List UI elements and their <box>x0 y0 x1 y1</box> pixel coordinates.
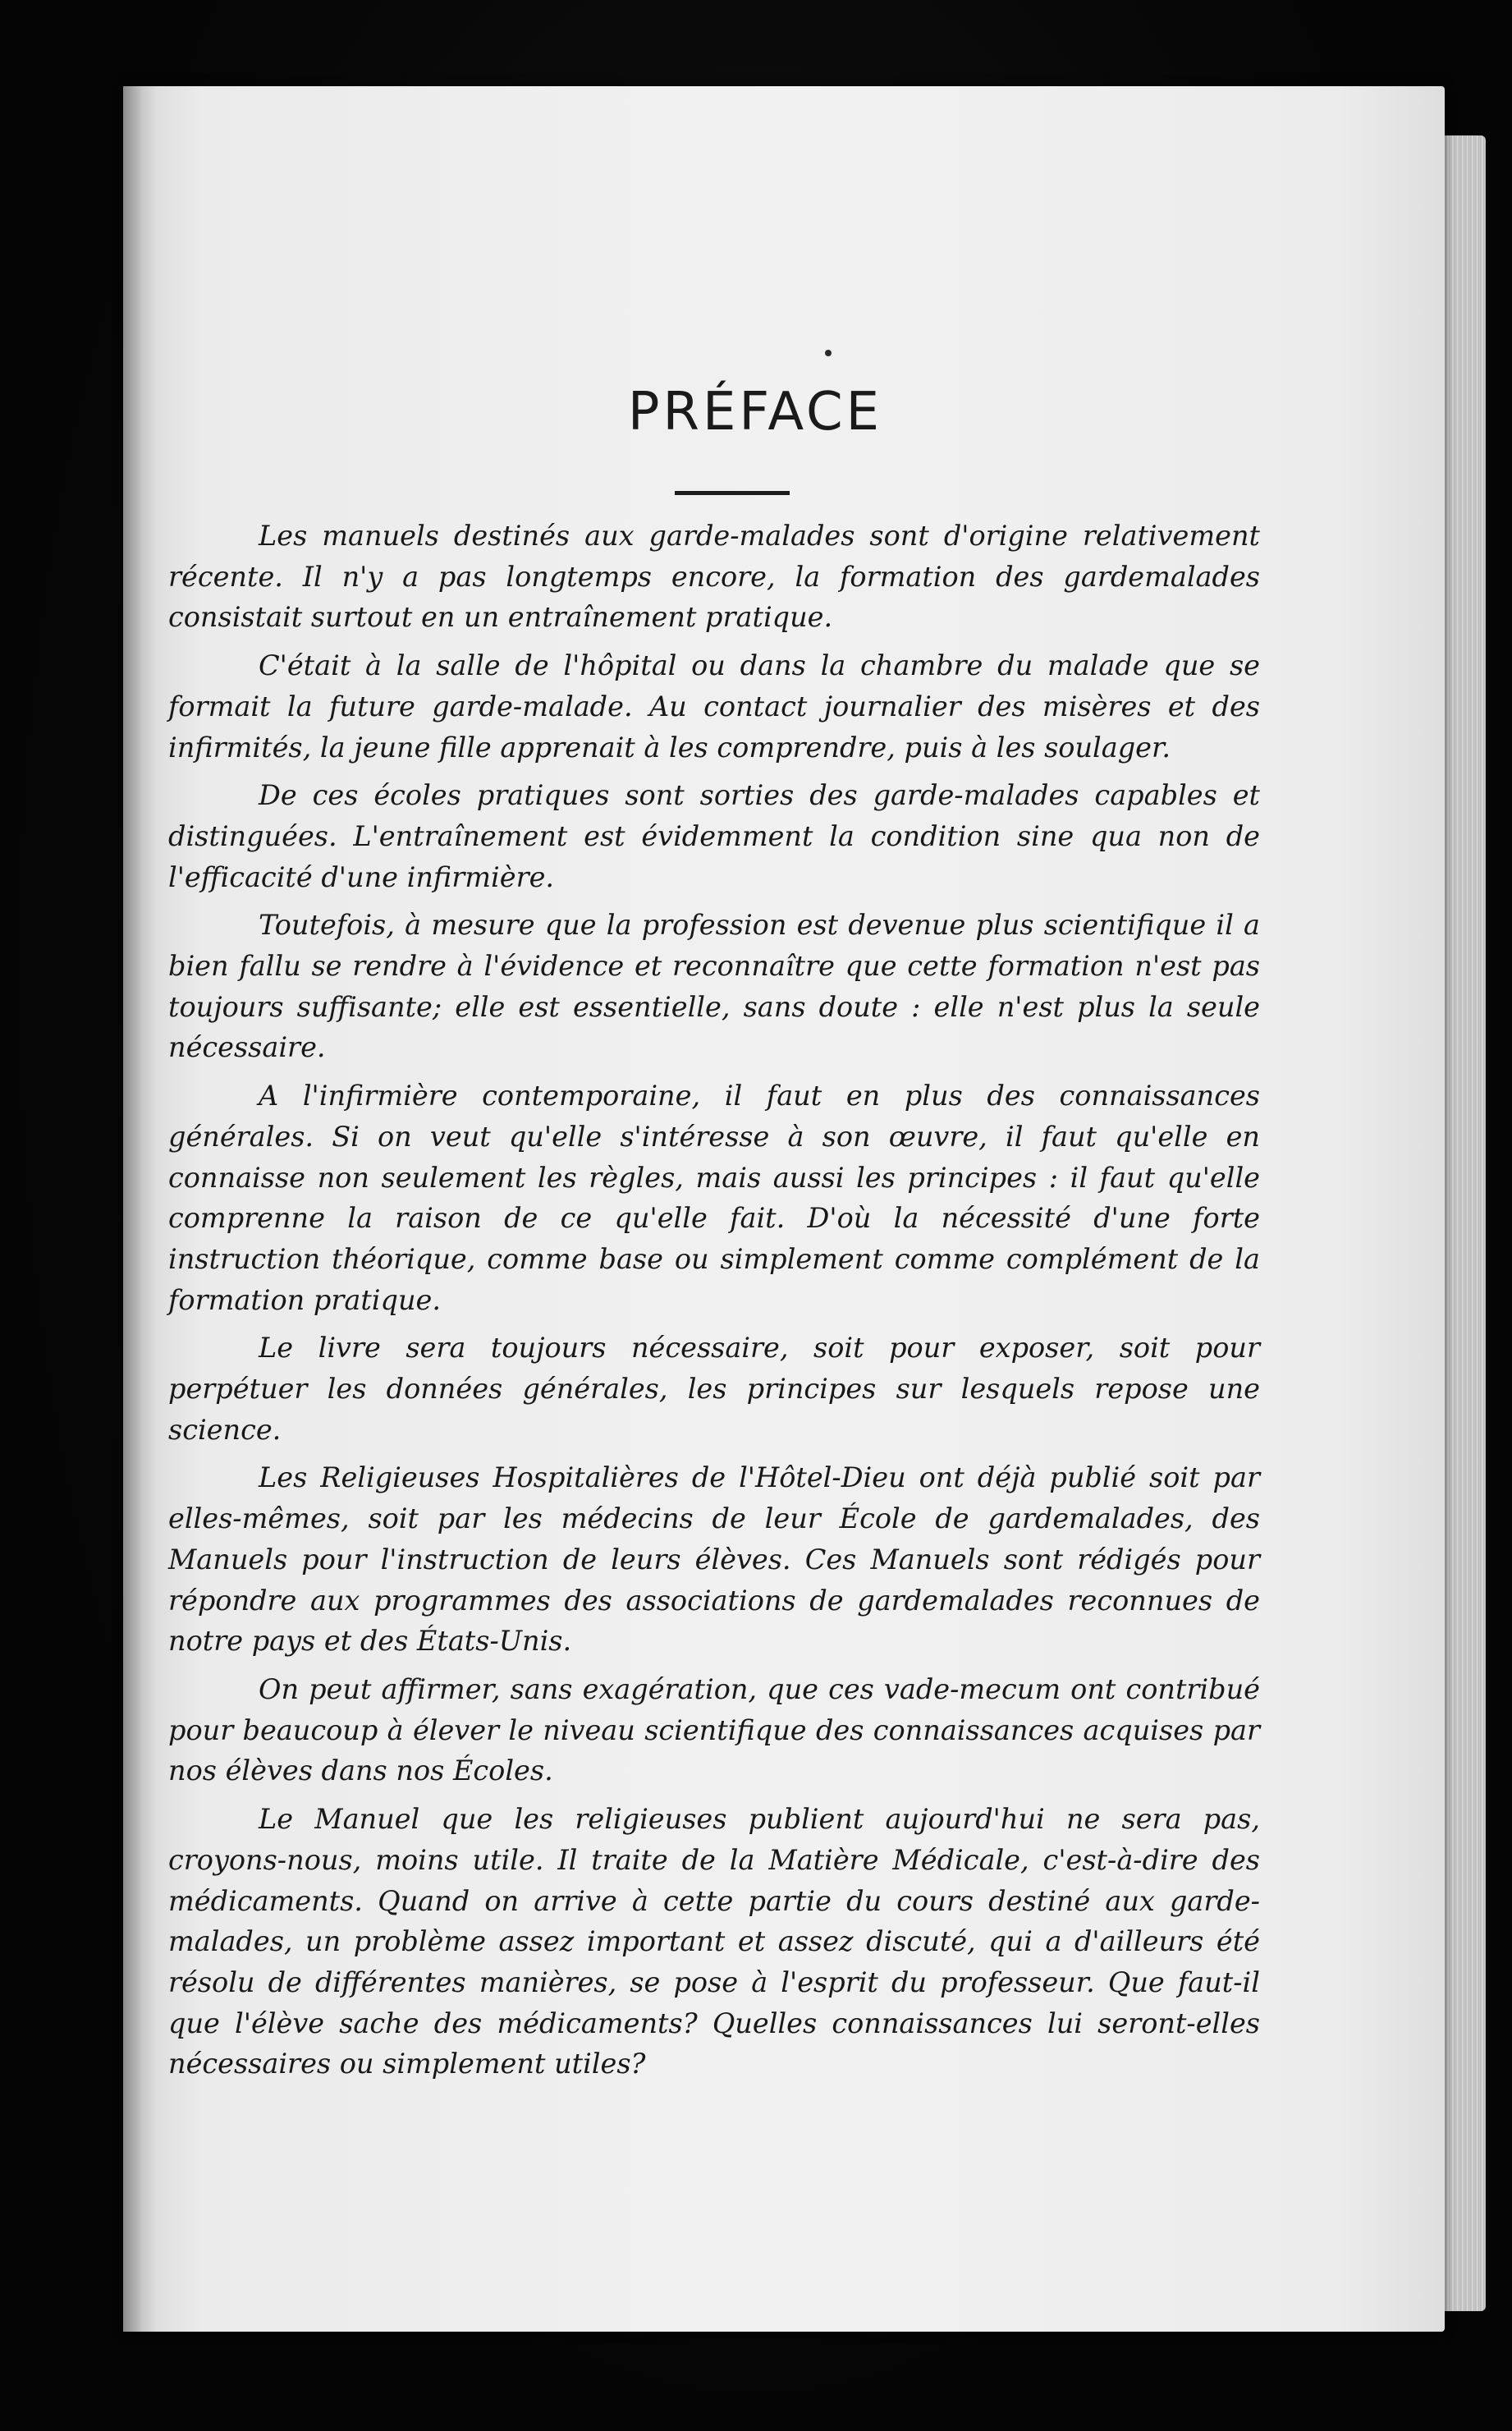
paragraph-3: De ces écoles pratiques sont sorties des garde-malades capables et distinguées. L'entraînement est évidemment la condition sine qua non de l'efficacité d'une infirmière. <box>168 779 1260 893</box>
paragraph-1: Les manuels destinés aux garde-malades sont d'origine relativement récente. Il n'y a pas longtemps encore, la formation des gardemalades consistait surtout en un entraînement pratique. <box>168 520 1260 634</box>
paragraph-2: C'était à la salle de l'hôpital ou dans la chambre du malade que se formait la future garde-malade. Au contact journalier des misères et des infirmités, la jeune fille apprenait à les comprendre, puis à les soulager. <box>168 649 1260 764</box>
binding-gutter-shadow <box>123 86 156 2332</box>
paragraph-7: Les Religieuses Hospitalières de l'Hôtel-Dieu ont déjà publié soit par elles-mêmes, soit par les médecins de leur École de gardemalades, des Manuels pour l'instruction de leurs élèves. Ces Manuels sont rédigés pour répondre aux programmes des associations de gardemalades reconnues de notre pays et des États-Unis. <box>168 1461 1260 1658</box>
preface-body <box>168 516 1260 2092</box>
page-title: PRÉFACE <box>627 382 883 443</box>
paragraph-4: Toutefois, à mesure que la profession est devenue plus scientifique il a bien fallu se rendre à l'évidence et reconnaître que cette formation n'est pas toujours suffisante; elle est essentielle, sans doute : elle n'est plus la seule nécessaire. <box>168 909 1260 1064</box>
paragraph-6: Le livre sera toujours nécessaire, soit pour exposer, soit pour perpétuer les données générales, les principes sur lesquels repose une science. <box>168 1332 1260 1446</box>
ornament-dot <box>825 350 832 356</box>
paragraph-9: Le Manuel que les religieuses publient aujourd'hui ne sera pas, croyons-nous, moins utile. Il traite de la Matière Médicale, c'est-à-dire des médicaments. Quand on arrive à cette partie du cours destiné aux garde-malades, un problème assez important et assez discuté, qui a d'ailleurs été résolu de différentes manières, se pose à l'esprit du professeur. Que faut-il que l'élève sache des médicaments? Quelles connaissances lui seront-elles nécessaires ou simplement utiles? <box>168 1803 1260 2080</box>
paragraph-5: A l'infirmière contemporaine, il faut en plus des connaissances générales. Si on veut qu'elle s'intéresse à son œuvre, il faut qu'elle en connaisse non seulement les règles, mais aussi les principes : il faut qu'elle comprenne la raison de ce qu'elle fait. D'où la nécessité d'une forte instruction théorique, comme base ou simplement comme complément de la formation pratique. <box>168 1080 1260 1316</box>
paragraph-8: On peut affirmer, sans exagération, que ces vade-mecum ont contribué pour beaucoup à élever le niveau scientifique des connaissances acquises par nos élèves dans nos Écoles. <box>168 1672 1260 1787</box>
title-rule-divider <box>675 491 790 495</box>
